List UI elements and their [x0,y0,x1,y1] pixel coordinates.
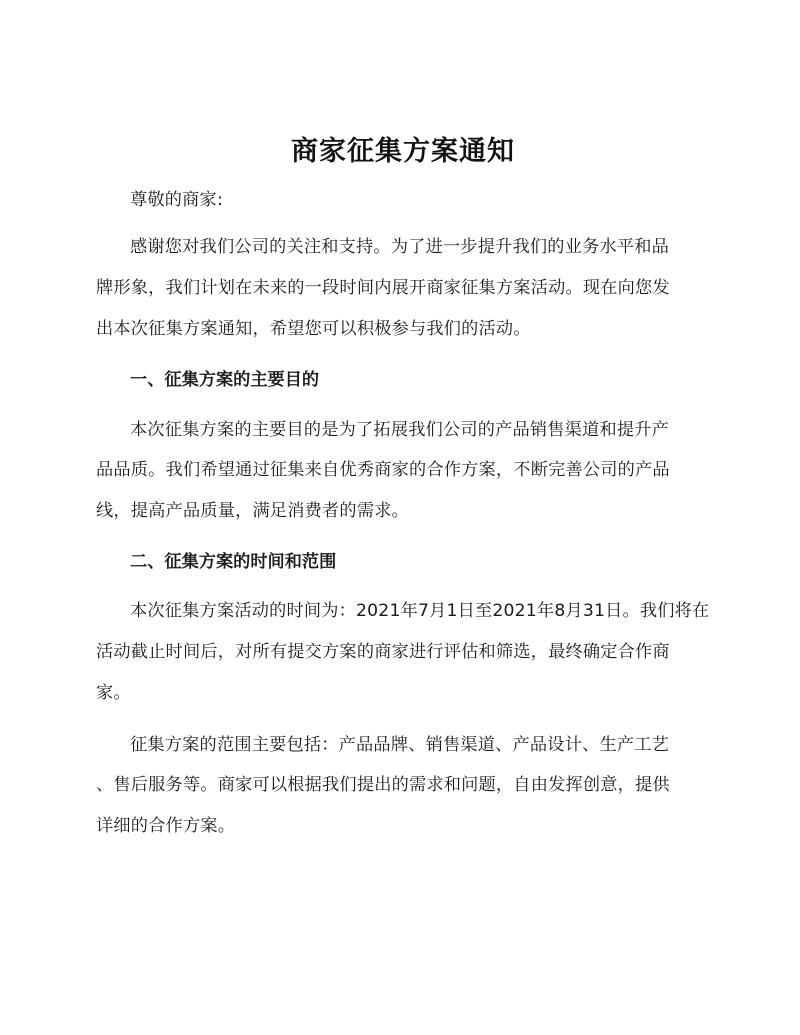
intro-line-1: 感谢您对我们公司的关注和支持。为了进一步提升我们的业务水平和品 [130,237,670,257]
section-2-heading: 二、征集方案的时间和范围 [130,552,337,572]
document-title: 商家征集方案通知 [291,136,515,167]
intro-line-2: 牌形象，我们计划在未来的一段时间内展开商家征集方案活动。现在向您发 [96,278,670,298]
section-2-p2-line-2: 、售后服务等。商家可以根据我们提出的需求和问题，自由发挥创意，提供 [96,775,670,795]
section-2-p1-line-2: 活动截止时间后，对所有提交方案的商家进行评估和筛选，最终确定合作商 [96,642,670,662]
section-2-p2-line-1: 征集方案的范围主要包括：产品品牌、销售渠道、产品设计、生产工艺 [130,735,670,755]
section-1-heading: 一、征集方案的主要目的 [130,370,320,390]
greeting: 尊敬的商家: [130,190,223,210]
section-1-line-1: 本次征集方案的主要目的是为了拓展我们公司的产品销售渠道和提升产 [130,420,670,440]
section-1-line-3: 线，提高产品质量，满足消费者的需求。 [96,501,409,521]
section-2-p1-line-3: 家。 [96,683,131,703]
section-2-p2-line-3: 详细的合作方案。 [96,816,236,836]
section-1-line-2: 品品质。我们希望通过征集来自优秀商家的合作方案，不断完善公司的产品 [96,460,670,480]
section-2-p1-line-1: 本次征集方案活动的时间为：2021年7月1日至2021年8月31日。我们将在 [130,601,710,621]
intro-line-3: 出本次征集方案通知，希望您可以积极参与我们的活动。 [96,319,531,339]
